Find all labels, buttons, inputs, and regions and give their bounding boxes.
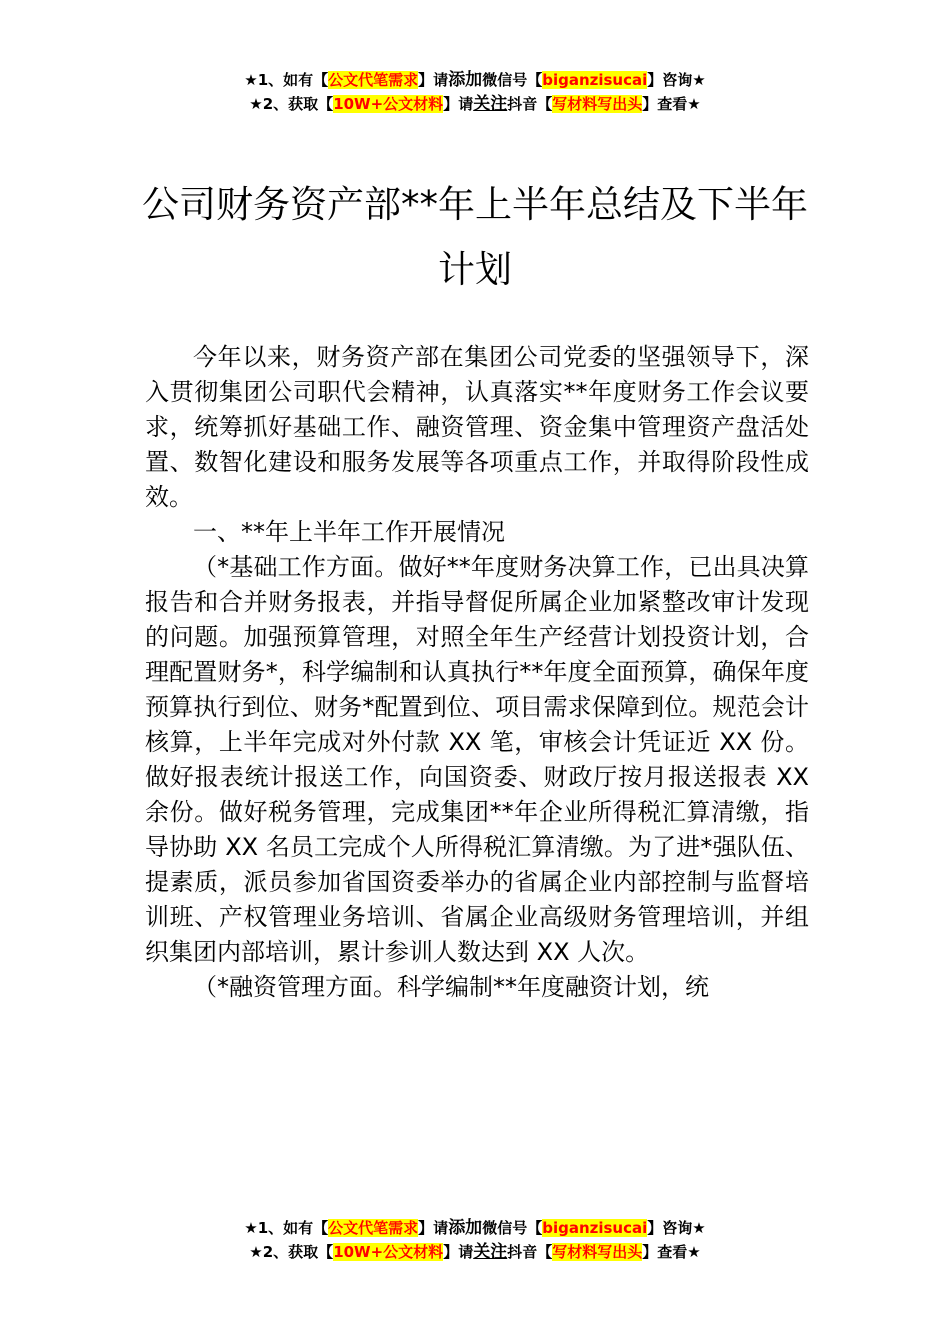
promo-text: 】请 [418,1219,449,1237]
promo-highlight-wechat-id: biganzisucai [542,71,648,89]
promo-line-2 [0,92,950,116]
promo-text: 微信号【 [482,71,543,89]
promo-line-1 [0,68,950,92]
promo-emphasis: 添加 [448,70,483,90]
promo-line-2 [0,1240,950,1264]
promo-banner-top [0,68,950,116]
promo-banner-bottom [0,1216,950,1264]
promo-text: ★1、如有【 [244,1219,329,1237]
promo-highlight: 10W+公文材料 [333,1243,444,1261]
promo-line-1 [0,1216,950,1240]
promo-text: 】请 [418,71,449,89]
paragraph-financing: （*融资管理方面。科学编制**年度融资计划，统 [193,973,709,1001]
promo-text: ★1、如有【 [244,71,329,89]
promo-text: 】查看★ [642,1243,701,1261]
document-body [145,340,809,1005]
promo-text: 】请 [443,95,474,113]
promo-text: 抖音【 [507,1243,553,1261]
promo-highlight-wechat-id: biganzisucai [542,1219,648,1237]
promo-text: ★2、获取【 [249,1243,334,1261]
promo-highlight-douyin: 写材料写出头 [552,1243,643,1261]
promo-text: 微信号【 [482,1219,543,1237]
promo-text: 抖音【 [507,95,553,113]
promo-highlight: 10W+公文材料 [333,95,444,113]
paragraph-intro: 今年以来，财务资产部在集团公司党委的坚强领导下，深入贯彻集团公司职代会精神，认真落实**年度财务工作会议要求，统筹抓好基础工作、融资管理、资金集中管理资产盘活处置、数智化建设和服务发展等各项重点工作，并取得阶段性成效。 [145,343,809,511]
promo-emphasis: 添加 [448,1218,483,1238]
document-title-line-1: 公司财务资产部**年上半年总结及下半年 [142,183,808,226]
promo-emphasis: 关注 [473,94,508,114]
promo-emphasis: 关注 [473,1242,508,1262]
promo-text: ★2、获取【 [249,95,334,113]
promo-text: 】咨询★ [647,1219,706,1237]
promo-highlight: 公文代笔需求 [328,71,419,89]
promo-text: 】查看★ [642,95,701,113]
section-heading: 一、**年上半年工作开展情况 [193,518,505,546]
promo-text: 】咨询★ [647,71,706,89]
promo-highlight-douyin: 写材料写出头 [552,95,643,113]
document-title-line-2: 计划 [438,248,512,291]
paragraph-basic-work: （*基础工作方面。做好**年度财务决算工作，已出具决算报告和合并财务报表，并指导督促所属企业加紧整改审计发现的问题。加强预算管理，对照全年生产经营计划投资计划，合理配置财务*，科学编制和认真执行**年度全面预算，确保年度预算执行到位、财务*配置到位、项目需求保障到位。规范会计核算，上半年完成对外付款 XX 笔，审核会计凭证近 XX 份。做好报表统计报送工作，向国资委、财政厅按月报送报表 XX 余份。做好税务管理，完成集团**年企业所得税汇算清缴，指导协助 XX 名员工完成个人所得税汇算清缴。为了进*强队伍、提素质，派员参加省国资委举办的省属企业内部控制与监督培训班、产权管理业务培训、省属企业高级财务管理培训，并组织集团内部培训，累计参训人数达到 XX 人次。 [145,553,809,966]
promo-highlight: 公文代笔需求 [328,1219,419,1237]
promo-text: 】请 [443,1243,474,1261]
